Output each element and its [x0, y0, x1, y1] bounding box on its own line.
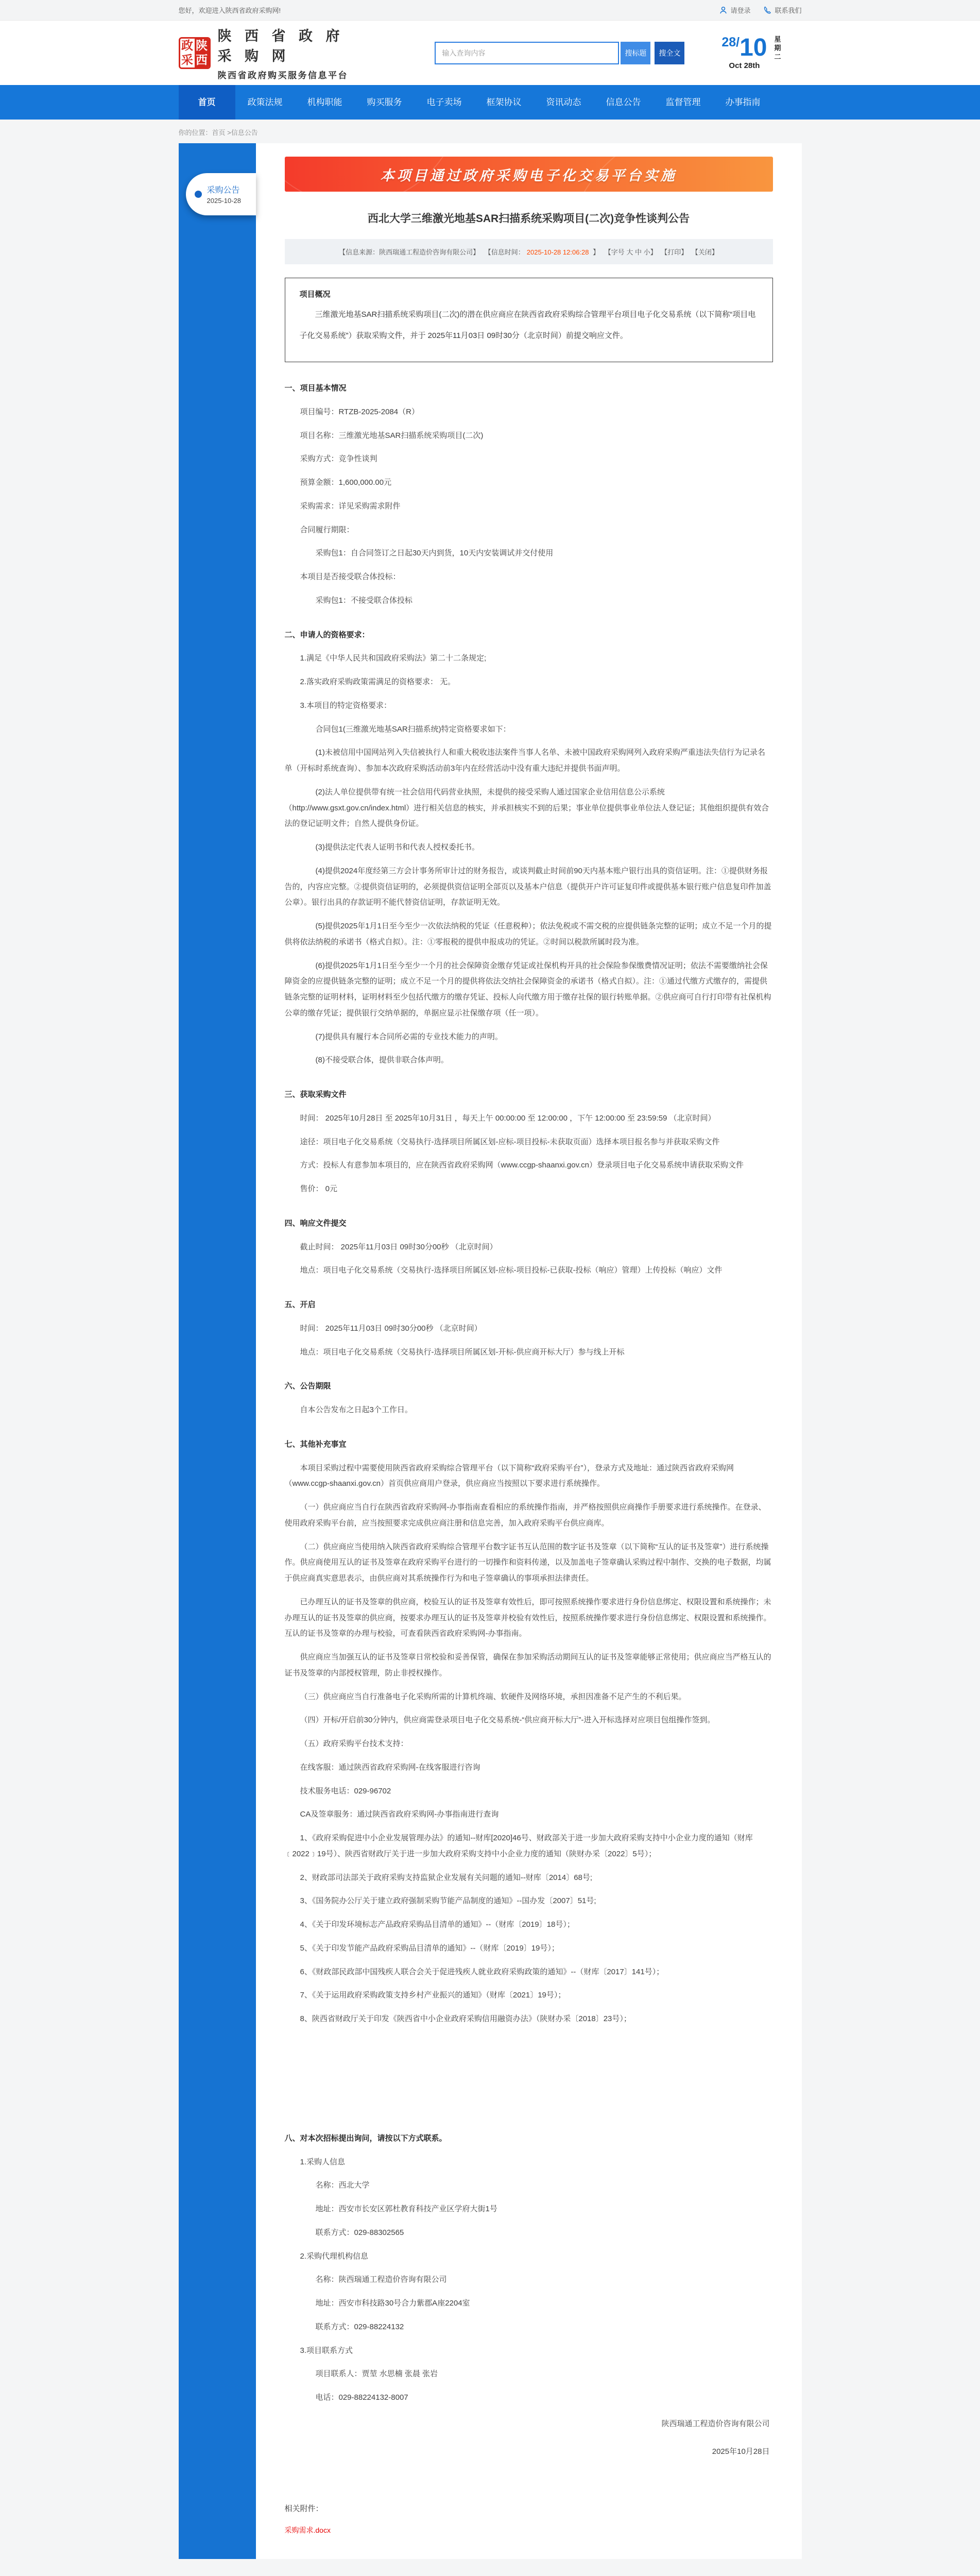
- nav-item-5[interactable]: 框架协议: [486, 97, 522, 107]
- paragraph: 时间： 2025年10月28日 至 2025年10月31日 ，每天上午 00:00:00 至 12:00:00 ，下午 12:00:00 至 23:59:59 （北京时间）: [300, 1113, 716, 1123]
- top-bar: [0, 0, 980, 21]
- announcement-title: 西北大学三维激光地基SAR扫描系统采购项目(二次)竞争性谈判公告: [367, 213, 690, 225]
- attachment-label: 相关附件：: [284, 2504, 323, 2513]
- breadcrumb: 你的位置：首页 >信息公告: [178, 129, 258, 137]
- paragraph: 3.项目联系方式: [300, 2346, 353, 2355]
- nav-item-1[interactable]: 政策法规: [247, 97, 283, 107]
- spacer: [285, 2035, 773, 2112]
- paragraph: 售价： 0元: [300, 1184, 338, 1193]
- nav-item-4[interactable]: 电子卖场: [426, 97, 462, 107]
- paragraph: 2.落实政府采购政策需满足的资格要求： 无。: [300, 677, 456, 686]
- site-subtitle: 陕西省政府购买服务信息平台: [217, 71, 348, 80]
- article-body: [285, 381, 773, 2462]
- signature-line: 陕西瑞通工程造价咨询有限公司: [661, 2419, 770, 2428]
- paragraph: 2.采购代理机构信息: [300, 2251, 369, 2261]
- paragraph: 项目编号：RTZB-2025-2084（R）: [300, 407, 419, 416]
- paragraph: 采购包1：自合同签订之日起30天内到货，10天内安装调试并交付使用: [315, 549, 554, 558]
- paragraph: 2、财政部司法部关于政府采购支持监狱企业发展有关问题的通知--财库〔2014〕68号;: [300, 1873, 593, 1882]
- paragraph: 地点：项目电子化交易系统（交易执行-选择项目所属区划-开标-供应商开标大厅）参与线上开标: [300, 1347, 625, 1357]
- paragraph: 联系方式：029-88302565: [315, 2228, 404, 2237]
- paragraph: 采购需求：详见采购需求附件: [300, 501, 401, 511]
- site-title: 陕 西 省 政 府 采 购 网: [217, 28, 345, 64]
- greeting-text: 您好，欢迎进入陕西省政府采购网!: [178, 7, 281, 14]
- search-fulltext-button[interactable]: 搜全文: [655, 42, 684, 64]
- paragraph: 自本公告发布之日起3个工作日。: [300, 1405, 412, 1414]
- nav-item-0[interactable]: 首页: [179, 85, 235, 120]
- paragraph: 本项目是否接受联合体投标：: [300, 572, 401, 581]
- overview-body: 三维激光地基SAR扫描系统采购项目(二次)的潜在供应商应在陕西省政府采购综合管理平台项目电子化交易系统（以下简称“项目电子化交易系统”）获取采购文件，并于 2025年11月03日 09时30分（北京时间）前提交响应文件。: [299, 310, 756, 340]
- section-heading: 三、获取采购文件: [284, 1090, 347, 1099]
- signature-line: 2025年10月28日: [712, 2447, 770, 2456]
- paragraph: (6)提供2025年1月1日至今至少一个月的社会保障资金缴存凭证或社保机构开具的社会保险参保缴费情况证明；依法不需要缴纳社会保障资金的应提供链条完整的证明；成立不足一个月的提供将依法交纳社会保障资金的承诺书（格式自拟）。注：①通过代缴方式缴存的，需提供链条完整的证明材料，证明材料至少包括代缴方的缴存凭证、投标人向代缴方用于缴存社保的银行转账单据。②供应商可自行打印带有社保机构公章的缴存凭证；提供银行交纳单据的，单据应显示社保缴存项（任一项）。: [284, 961, 771, 1018]
- paragraph: 方式：投标人有意参加本项目的，应在陕西省政府采购网（www.ccgp-shaanxi.gov.cn）登录项目电子化交易系统申请获取采购文件: [300, 1161, 744, 1170]
- date-english: Oct 28th: [729, 61, 760, 70]
- paragraph: 地点：项目电子化交易系统（交易执行-选择项目所属区划-应标-项目投标-已获取-投标（响应）管理）上传投标（响应）文件: [300, 1266, 723, 1275]
- paragraph: 1、《政府采购促进中小企业发展管理办法》的通知--财库[2020]46号、财政部关于进一步加大政府采购支持中小企业力度的通知（财库﹝2022﹞19号）、陕西省财政厅关于进一步加大政府采购支持中小企业力度的通知（陕财办采〔2022〕5号）；: [284, 1834, 753, 1858]
- paragraph: （三）供应商应当自行准备电子化采购所需的计算机终端、软硬件及网络环境，承担因准备不足产生的不利后果。: [300, 1692, 686, 1701]
- login-link[interactable]: 请登录: [719, 5, 750, 15]
- paragraph: (2)法人单位提供带有统一社会信用代码营业执照，未提供的接受采购人通过国家企业信用信息公示系统（http://www.gsxt.gov.cn/index.html）进行相关信息的核实，并承担核实不到的后果；事业单位提供事业单位法人登记证；其他组织提供有效合法的登记证明文件；自然人提供身份证。: [284, 787, 769, 828]
- paragraph: 电话：029-88224132-8007: [315, 2393, 408, 2402]
- paragraph: 在线客服：通过陕西省政府采购网-在线客服进行咨询: [300, 1762, 480, 1772]
- paragraph: 截止时间： 2025年11月03日 09时30分00秒 （北京时间）: [300, 1242, 497, 1251]
- main-nav: [0, 85, 980, 120]
- paragraph: 合同履行期限：: [300, 525, 354, 534]
- section-heading: 四、响应文件提交: [284, 1218, 347, 1228]
- paragraph: 本项目采购过程中需要使用陕西省政府采购综合管理平台（以下简称“政府采购平台”），登录方式及地址：通过陕西省政府采购网（www.ccgp-shaanxi.gov.cn）首页供应商用户登录，供应商应当按照以下要求进行系统操作。: [284, 1463, 734, 1488]
- nav-item-9[interactable]: 办事指南: [725, 97, 761, 107]
- bullet-dot-icon: [195, 191, 202, 198]
- paragraph: 1.满足《中华人民共和国政府采购法》第二十二条规定;: [300, 654, 487, 663]
- sidebar-tab-procurement-notice[interactable]: [186, 173, 256, 215]
- article-card: [256, 143, 802, 2559]
- info-time: 【信息时间： 2025-10-28 12:06:28 】: [484, 248, 600, 256]
- paragraph: 地址：西安市长安区郭杜教育科技产业区学府大街1号: [315, 2205, 497, 2213]
- left-sidebar: [179, 143, 256, 2559]
- paragraph: 项目联系人：贾堃 水思楠 张晨 张岩: [315, 2369, 438, 2379]
- user-icon: [719, 6, 727, 14]
- banner-text: 本项目通过政府采购电子化交易平台实施: [380, 167, 677, 183]
- attachment-section: [285, 2503, 773, 2535]
- paragraph: 已办理互认的证书及签章的供应商，校验互认的证书及签章有效性后，即可按照系统操作要求进行身份信息绑定、权限设置和系统操作；未办理互认的证书及签章的供应商，按要求办理互认的证书及签章并校验有效性后，按照系统操作要求进行身份信息绑定、权限设置和系统操作。互认的证书及签章的办理与校验，可查看陕西省政府采购网-办事指南。: [284, 1597, 771, 1638]
- section-heading: 一、项目基本情况: [284, 384, 347, 393]
- attachment-file-link[interactable]: 采购需求.docx: [284, 2526, 331, 2534]
- platform-banner: [285, 157, 773, 192]
- paragraph: （一）供应商应当自行在陕西省政府采购网-办事指南查看相应的系统操作指南，并严格按照供应商操作手册要求进行系统操作。在登录、使用政府采购平台前，应当按照要求完成供应商注册和信息完善，加入政府采购平台供应商库。: [284, 1503, 766, 1528]
- overview-title: 项目概况: [299, 290, 331, 299]
- sidebar-tab-date: 2025-10-28: [207, 197, 241, 205]
- search-input[interactable]: [435, 42, 619, 64]
- date-day: 28/: [721, 35, 740, 49]
- paragraph: 1.采购人信息: [300, 2157, 346, 2166]
- paragraph: (8)不接受联合体，提供非联合体声明。: [315, 1056, 449, 1065]
- phone-icon: [764, 6, 771, 14]
- section-heading: 八、对本次招标提出询问，请按以下方式联系。: [284, 2133, 447, 2143]
- paragraph: 地址：西安市科技路30号合力紫郡A座2204室: [315, 2299, 470, 2308]
- paragraph: (5)提供2025年1月1日至今至少一次依法纳税的凭证（任意税种）；依法免税或不需交税的应提供链条完整的证明；成立不足一个月的提供将依法纳税的承诺书（格式自拟）。注：①零报税的提供申报成功的凭证。②时间以税款所属时段为准。: [284, 922, 772, 946]
- paragraph: 采购包1：不接受联合体投标: [315, 596, 412, 605]
- site-logo: 政 陕 采 西: [179, 37, 211, 69]
- paragraph: (4)提供2024年度经第三方会计事务所审计过的财务报告，或谈判截止时间前90天内基本账户银行出具的资信证明。注：①提供财务报告的，内容应完整。②提供资信证明的，必须提供资信证明全部页以及基本户信息（提供开户许可证复印件或提供基本银行账户信息复印件加盖公章）。银行出具的存款证明不能代替资信证明，存款证明无效。: [284, 866, 771, 907]
- paragraph: 途径：项目电子化交易系统（交易执行-选择项目所属区划-应标-项目投标-未获取页面）选择本项目报名参与并获取采购文件: [300, 1137, 720, 1146]
- section-heading: 七、其他补充事宜: [284, 1439, 347, 1449]
- paragraph: 名称：陕西瑞通工程造价咨询有限公司: [315, 2275, 447, 2284]
- paragraph: 名称：西北大学: [315, 2181, 370, 2190]
- paragraph: 技术服务电话：029-96702: [300, 1786, 391, 1795]
- info-time-value: 2025-10-28 12:06:28: [526, 248, 589, 256]
- search-area: [435, 42, 684, 64]
- search-title-button[interactable]: 搜标题: [621, 42, 650, 64]
- paragraph: 采购方式：竞争性谈判: [300, 454, 377, 464]
- paragraph: 3、《国务院办公厅关于建立政府强制采购节能产品制度的通知》--国办发〔2007〕51号;: [300, 1896, 596, 1906]
- date-widget: [721, 36, 801, 70]
- font-size-control[interactable]: 【字号 大 中 小】: [604, 248, 657, 256]
- paragraph: 8、陕西省财政厅关于印发《陕西省中小企业政府采购信用融资办法》（陕财办采〔2018〕23号）；: [300, 2014, 631, 2023]
- paragraph: (1)未被信用中国网站列入失信被执行人和重大税收违法案件当事人名单、未被中国政府采购网列入政府采购严重违法失信行为记录名单（开标时系统查询）、参加本次政府采购活动前3年内在经营活动中没有重大违纪并提供书面声明。: [284, 748, 765, 773]
- paragraph: (7)提供具有履行本合同所必需的专业技术能力的声明。: [315, 1032, 503, 1041]
- paragraph: 5、《关于印发节能产品政府采购品目清单的通知》--（财库〔2019〕19号）；: [300, 1943, 559, 1953]
- nav-item-7[interactable]: 信息公告: [606, 97, 641, 107]
- breadcrumb-home-link[interactable]: 首页: [212, 129, 226, 137]
- paragraph: （二）供应商应当使用纳入陕西省政府采购综合管理平台数字证书互认范围的数字证书及签章（以下简称“互认的证书及签章”）进行系统操作。供应商使用互认的证书及签章在政府采购平台进行的一切操作和资料传递，以及加盖电子签章确认采购过程中制作、交换的电子数据，均属于供应商真实意思表示，由供应商对其系统操作行为和电子签章确认的事项承担法律责任。: [284, 1542, 771, 1583]
- info-source: 【信息来源：陕西瑞通工程造价咨询有限公司】: [339, 248, 480, 256]
- print-button[interactable]: 【打印】: [661, 248, 688, 256]
- nav-item-2[interactable]: 机构职能: [307, 97, 342, 107]
- paragraph: 4、《关于印发环境标志产品政府采购品目清单的通知》--（财库〔2019〕18号）；: [300, 1920, 575, 1929]
- nav-item-3[interactable]: 购买服务: [367, 97, 402, 107]
- section-heading: 五、开启: [284, 1300, 316, 1309]
- project-overview-box: [285, 278, 773, 362]
- close-button[interactable]: 【关闭】: [691, 248, 718, 256]
- section-heading: 六、公告期限: [284, 1382, 331, 1391]
- paragraph: 合同包1(三维激光地基SAR扫描系统)特定资格要求如下：: [315, 724, 511, 734]
- nav-item-8[interactable]: 监督管理: [665, 97, 701, 107]
- paragraph: 3.本项目的特定资格要求：: [300, 701, 392, 710]
- paragraph: 7、《关于运用政府采购政策支持乡村产业振兴的通知》（财库〔2021〕19号）；: [300, 1991, 566, 2000]
- date-weekday: 星期二: [773, 36, 781, 62]
- main-area: [0, 120, 980, 2576]
- paragraph: 联系方式：029-88224132: [315, 2322, 404, 2331]
- meta-bar: [285, 239, 773, 264]
- section-heading: 二、申请人的资格要求：: [284, 630, 370, 639]
- nav-item-6[interactable]: 资讯动态: [546, 97, 581, 107]
- paragraph: CA及签章服务：通过陕西省政府采购网-办事指南进行查询: [300, 1810, 499, 1819]
- paragraph: 项目名称：三维激光地基SAR扫描系统采购项目(二次): [300, 431, 484, 440]
- paragraph: 6、《财政部民政部中国残疾人联合会关于促进残疾人就业政府采购政策的通知》--（财库〔2017〕141号）；: [300, 1967, 664, 1976]
- sidebar-tab-label: 采购公告: [207, 185, 240, 195]
- contact-link[interactable]: 联系我们: [764, 5, 801, 15]
- paragraph: 预算金额：1,600,000.00元: [300, 478, 392, 487]
- site-header: [0, 21, 980, 85]
- date-month: 10: [740, 34, 767, 61]
- paragraph: 时间： 2025年11月03日 09时30分00秒 （北京时间）: [300, 1324, 482, 1333]
- breadcrumb-current-link[interactable]: 信息公告: [231, 129, 258, 137]
- paragraph: (3)提供法定代表人证明书和代表人授权委托书。: [315, 843, 479, 852]
- paragraph: 供应商应当加强互认的证书及签章日常校验和妥善保管，确保在参加采购活动期间互认的证书及签章能够正常使用；供应商应当严格互认的证书及签章的内部授权管理，防止非授权操作。: [284, 1653, 771, 1677]
- paragraph: （五）政府采购平台技术支持：: [300, 1739, 408, 1748]
- paragraph: （四）开标/开启前30分钟内，供应商需登录项目电子化交易系统-“供应商开标大厅”-进入开标选择对应项目包组操作签到。: [300, 1716, 715, 1725]
